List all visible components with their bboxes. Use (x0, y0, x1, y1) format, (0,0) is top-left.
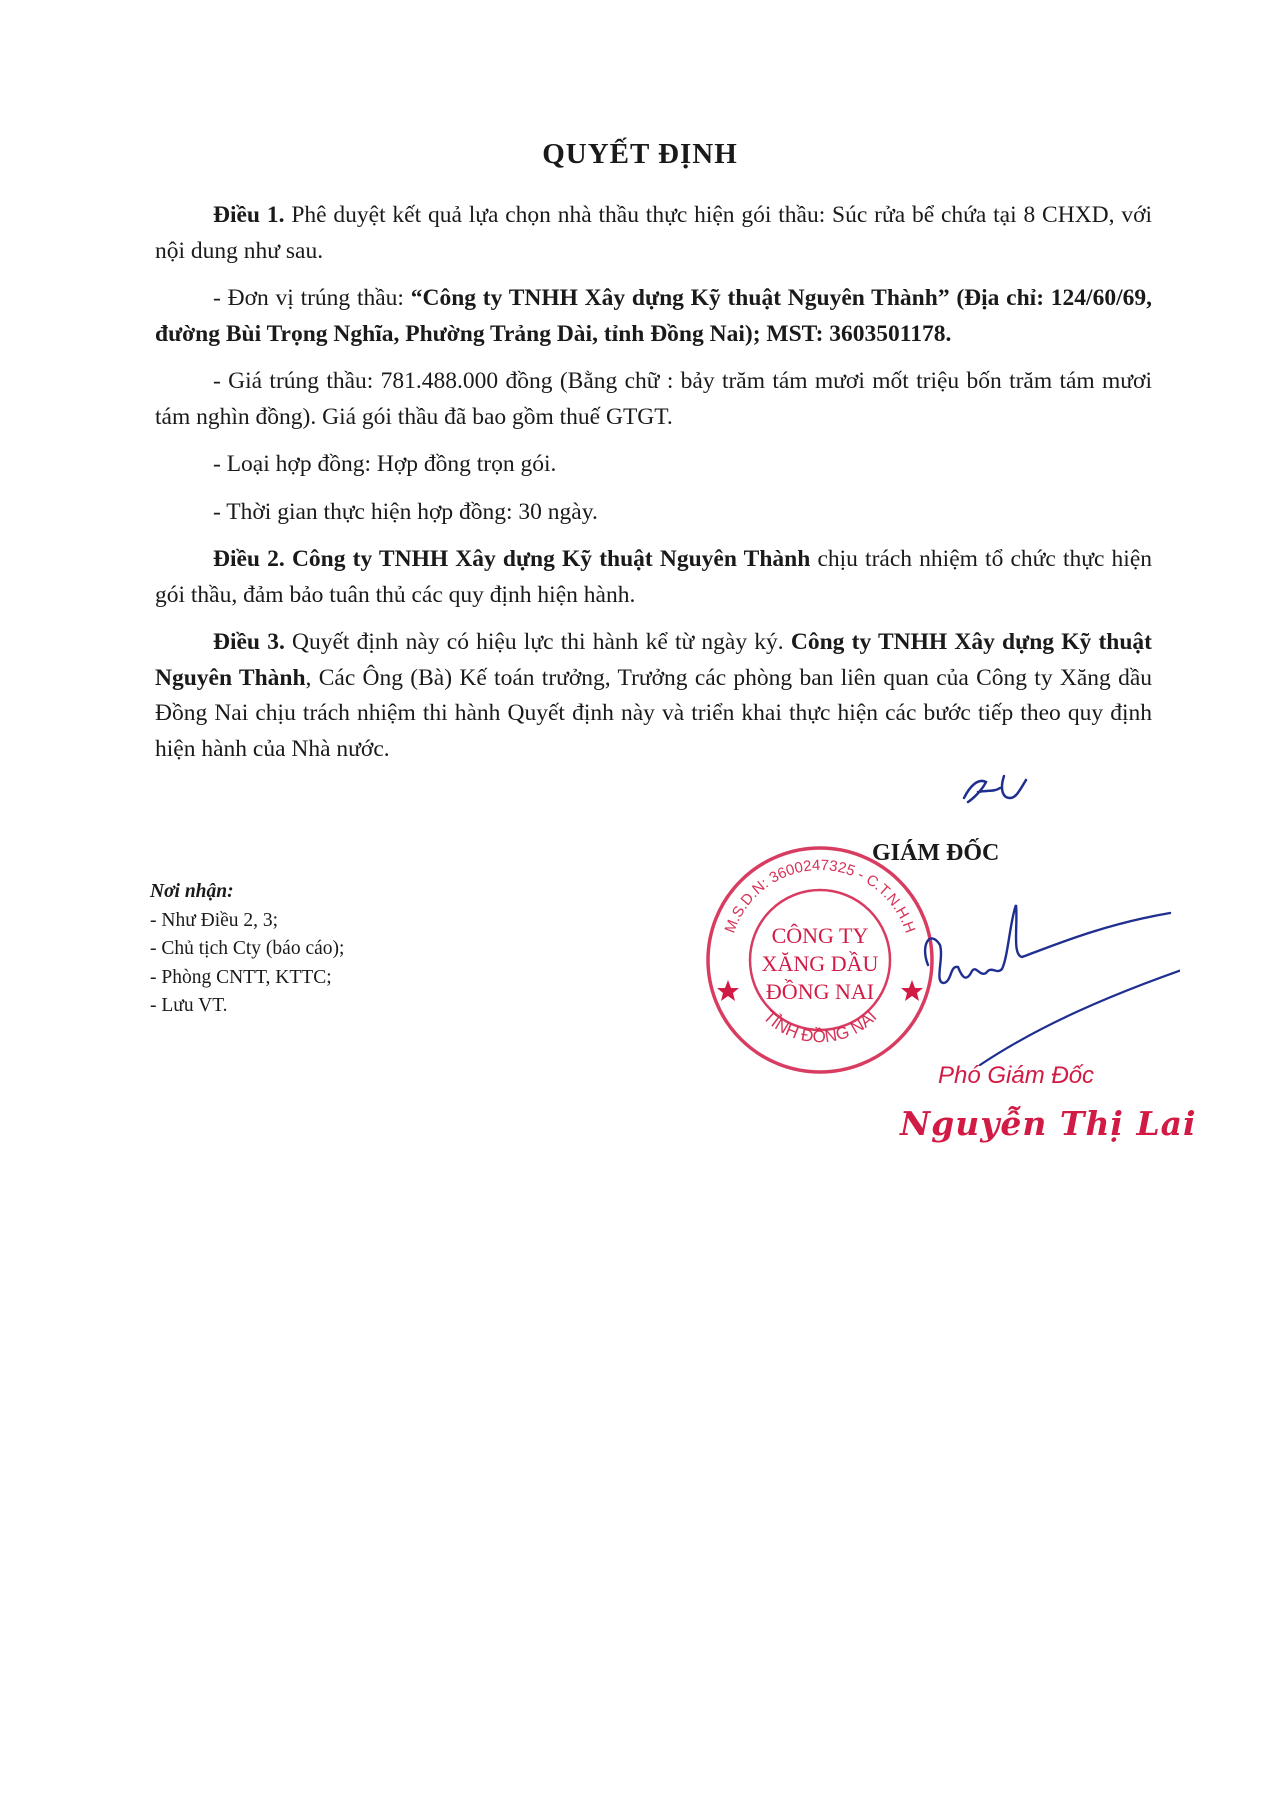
seal-line-1: CÔNG TY (771, 923, 869, 948)
recipients-block (150, 878, 344, 1021)
winning-contractor-detail: “Công ty TNHH Xây dựng Kỹ thuật Nguyên Thành” (Địa chỉ: 124/60/69, đường Bùi Trọng Nghĩa, Phường Trảng Dài, tỉnh Đồng Nai); MST: 3603501178. (155, 285, 1152, 347)
article-3-label: Điều 3. (213, 629, 285, 655)
contract-type: - Loại hợp đồng: Hợp đồng trọn gói. (213, 451, 557, 477)
article-3-company: Công ty TNHH Xây dựng Kỹ thuật Nguyên Thành (155, 629, 1152, 691)
recipient-item: - Phòng CNTT, KTTC; (150, 966, 332, 988)
recipients-heading: Nơi nhận: (150, 881, 234, 902)
document-title: QUYẾT ĐỊNH (542, 138, 738, 170)
article-1-label: Điều 1. (213, 202, 285, 228)
seal-ring-bottom: TỈNH ĐỒNG NAI (759, 1006, 881, 1047)
recipient-item: - Như Điều 2, 3; (150, 909, 279, 931)
recipient-item: - Chủ tịch Cty (báo cáo); (150, 938, 345, 959)
winning-price: - Giá trúng thầu: 781.488.000 đồng (Bằng chữ : bảy trăm tám mươi mốt triệu bốn trăm tám mươi tám nghìn đồng). Giá gói thầu đã bao gồm thuế GTGT. (155, 368, 1152, 430)
article-3 (155, 625, 1152, 767)
article-2-company: Công ty TNHH Xây dựng Kỹ thuật Nguyên Thành (291, 546, 811, 572)
signer-name: Nguyễn Thị Lai (900, 1104, 1197, 1143)
svg-text:TỈNH ĐỒNG NAI (760, 1007, 881, 1047)
document-body (155, 198, 1152, 779)
article-3-text-continued: , Các Ông (Bà) Kế toán trưởng, Trưởng các phòng ban liên quan của Công ty Xăng dầu Đồng Nai chịu trách nhiệm thi hành Quyết định này và triển khai thực hiện các bước tiếp theo quy định hiện hành của Nhà nước. (155, 664, 1152, 762)
article-3-text: Quyết định này có hiệu lực thi hành kể từ ngày ký. (284, 629, 791, 655)
winning-contractor-label: - Đơn vị trúng thầu: (213, 285, 411, 311)
article-2-label: Điều 2. (213, 546, 285, 572)
article-1 (155, 198, 1152, 269)
winning-contractor (155, 281, 1152, 352)
signer-title: GIÁM ĐỐC (872, 840, 1000, 866)
seal-line-2: XĂNG DẦU (761, 951, 879, 976)
initial-mark (960, 768, 1030, 812)
contract-duration: - Thời gian thực hiện hợp đồng: 30 ngày. (213, 498, 598, 525)
article-1-text: Phê duyệt kết quả lựa chọn nhà thầu thực hiện gói thầu: Súc rửa bể chứa tại 8 CHXD, với nội dung như sau. (155, 202, 1153, 264)
seal-star-left (717, 980, 739, 1001)
article-2 (155, 542, 1152, 613)
recipient-item: - Lưu VT. (150, 995, 228, 1016)
signer-role: Phó Giám Đốc (938, 1062, 1095, 1089)
seal-line-3: ĐỒNG NAI (765, 979, 875, 1004)
article-2-text: chịu trách nhiệm tổ chức thực hiện gói thầu, đảm bảo tuân thủ các quy định hiện hành. (155, 546, 1153, 608)
seal-ring-top: M.S.D.N: 3600247325 - C.T.N.H.H (721, 856, 919, 936)
